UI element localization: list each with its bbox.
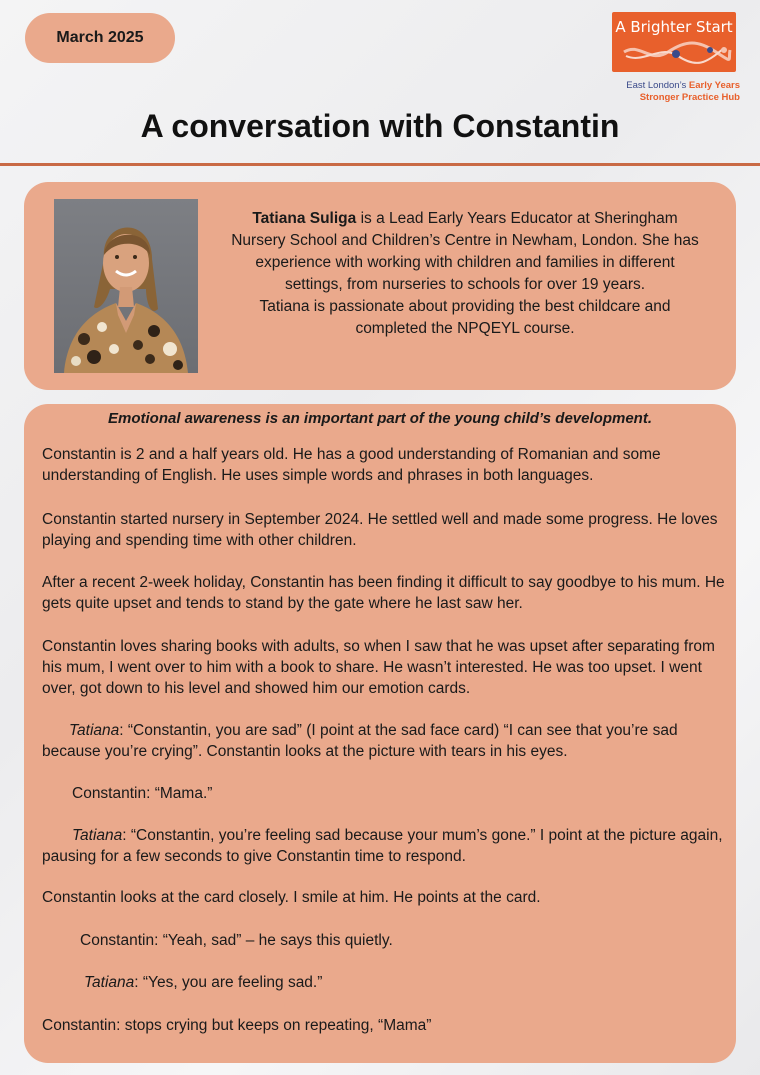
logo-subtitle xyxy=(608,80,740,104)
story-paragraph-3: After a recent 2-week holiday, Constantin has been finding it difficult to say goodbye to his mum. He gets quite upset and tends to stand by the gate where he last saw her. xyxy=(42,574,725,612)
story-card xyxy=(24,404,736,1063)
story-heading: Emotional awareness is an important part of the young child’s development. xyxy=(108,410,652,427)
bio-name: Tatiana Suliga xyxy=(252,210,357,227)
story-paragraph-6: Constantin: stops crying but keeps on repeating, “Mama” xyxy=(42,1017,432,1034)
story-paragraph-2: Constantin started nursery in September 2024. He settled well and made some progress. He loves playing and spending time with other children. xyxy=(42,511,718,549)
portrait-photo xyxy=(54,199,198,373)
story-paragraph-1: Constantin is 2 and a half years old. He has a good understanding of Romanian and some understanding of English. He uses simple words and phrases in both languages. xyxy=(42,446,661,484)
dialogue-tatiana-3 xyxy=(84,972,728,993)
story-paragraph-4: Constantin loves sharing books with adults, so when I saw that he was upset after separating from his mum, I went over to him with a book to share. He wasn’t interested. He was too upset. I went over, got down to his level and showed him our emotion cards. xyxy=(42,638,715,697)
speaker-tatiana: Tatiana xyxy=(84,974,135,991)
dialogue-text: : “Yes, you are feeling sad.” xyxy=(134,974,323,991)
dialogue-text: : “Constantin, you’re feeling sad because your mum’s gone.” I point at the picture again, pausing for a few seconds to give Constantin time to respond. xyxy=(42,827,723,865)
page-title: A conversation with Constantin xyxy=(140,108,620,144)
logo-title: A Brighter Start xyxy=(615,18,733,36)
dialogue-tatiana-1 xyxy=(42,720,728,762)
dialogue-text: : “Constantin, you are sad” (I point at the sad face card) “I can see that you’re sad because you’re crying”. Constantin looks at the picture with tears in his eyes. xyxy=(42,722,678,760)
date-badge xyxy=(25,13,175,63)
bio-card xyxy=(24,182,736,390)
bio-text xyxy=(230,208,700,340)
speaker-tatiana: Tatiana xyxy=(69,722,120,739)
dialogue-constantin-2: Constantin: “Yeah, sad” – he says this quietly. xyxy=(80,932,393,949)
date-label: March 2025 xyxy=(56,29,144,46)
dialogue-constantin-1: Constantin: “Mama.” xyxy=(72,785,213,802)
portrait-illustration xyxy=(54,199,198,373)
bio-description: is a Lead Early Years Educator at Sheringham Nursery School and Children’s Centre in Newham, London. She has experience with working with children and families in different settings, from nurseries to schools for over 19 years. xyxy=(231,210,699,293)
logo-subtitle-early-years: Early Years xyxy=(688,80,740,91)
logo-subtitle-prefix: East London’s xyxy=(626,80,689,91)
title-divider xyxy=(0,163,760,166)
logo-subtitle-hub: Stronger Practice Hub xyxy=(639,92,740,103)
brighter-start-logo xyxy=(608,12,740,108)
logo-box xyxy=(612,12,736,72)
story-paragraph-5: Constantin looks at the card closely. I smile at him. He points at the card. xyxy=(42,889,541,906)
dialogue-tatiana-2 xyxy=(42,825,728,867)
bio-description-2: Tatiana is passionate about providing the best childcare and completed the NPQEYL course. xyxy=(259,298,671,337)
ribbon-icon xyxy=(620,38,732,66)
speaker-tatiana: Tatiana xyxy=(72,827,123,844)
